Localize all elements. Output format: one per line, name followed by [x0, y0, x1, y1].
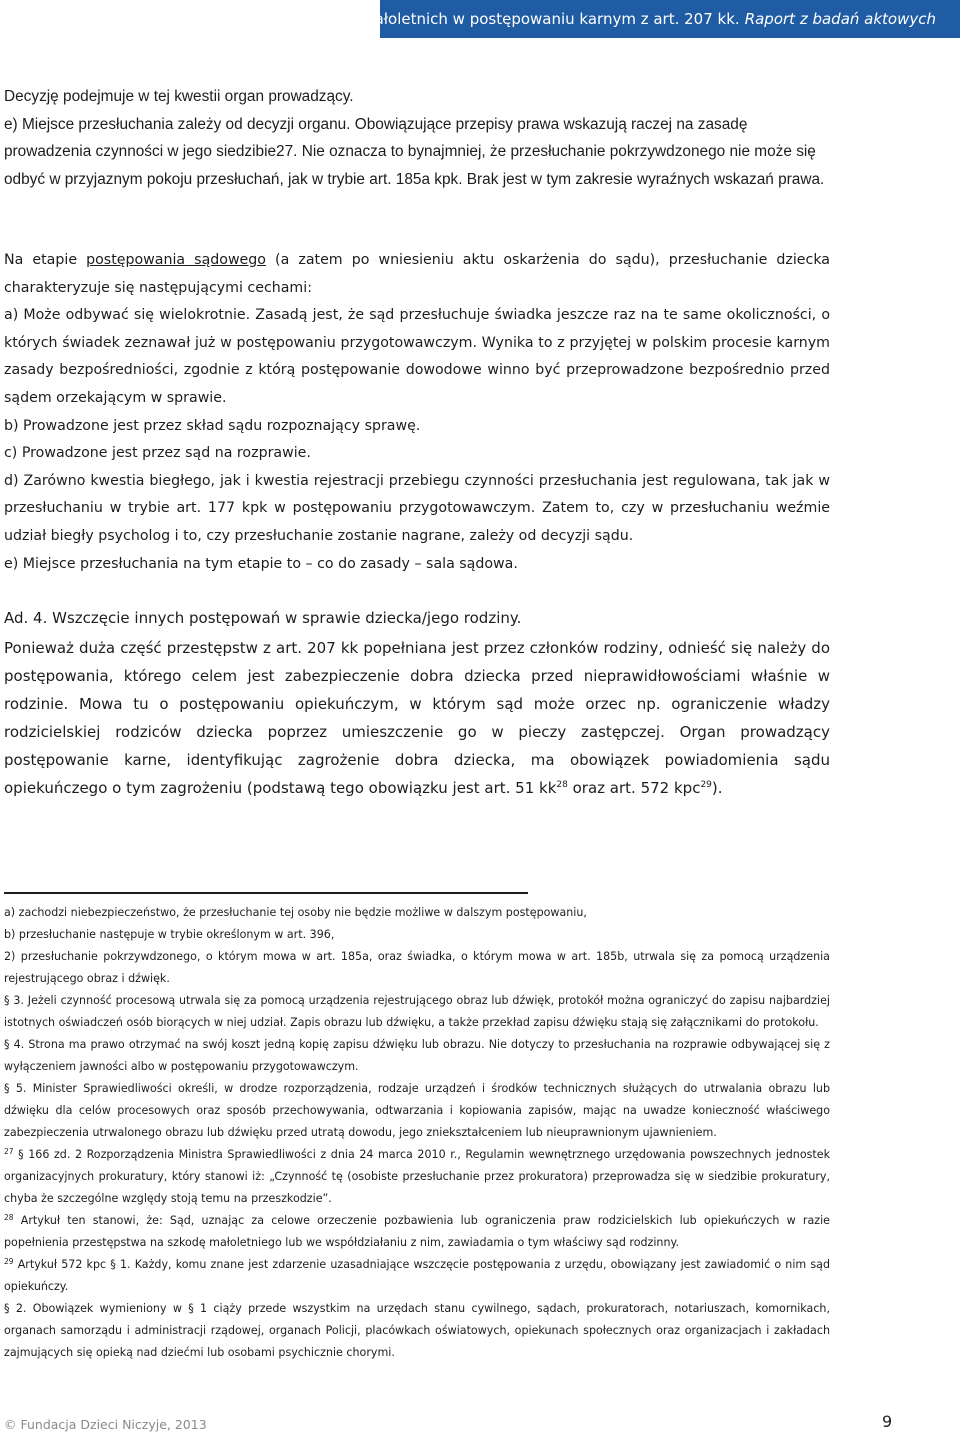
- footnote-text: Artykuł ten stanowi, że: Sąd, uznając za celowe orzeczenie pozbawienia lub ograniczenia praw rodzicielskich lub opiekuńczych w razie popełnienia przestępstwa na szkodę małoletniego lub we współdziałaniu z nim, zawiadamia o tym właściwy sąd rodzinny.: [4, 1214, 830, 1249]
- footnote-line: 2) przesłuchanie pokrzywdzonego, o którym mowa w art. 185a, oraz świadka, o którym mowa w art. 185b, utrwala się za pomocą urządzenia rejestrującego obraz i dźwięk.: [4, 950, 830, 985]
- text: Na etapie: [4, 252, 87, 268]
- paragraph: [4, 634, 830, 802]
- header-band: [309, 0, 960, 38]
- footnote-line: § 2. Obowiązek wymieniony w § 1 ciąży przede wszystkim na urzędach stanu cywilnego, sądach, prokuratorach, notariuszach, komornikach, organach samorządu i administracji rządowej, organach Policji, placówkach oświatowych, opiekunach społecznych oraz organizacjach i zakładach zajmujących się opieką nad dziećmi lub osobami psychicznie chorymi.: [4, 1302, 830, 1359]
- paragraph: e) Miejsce przesłuchania zależy od decyzji organu. Obowiązujące przepisy prawa wskazują raczej na zasadę prowadzenia czynności w jego siedzibie27. Nie oznacza to bynajmniej, że przesłuchanie pokrzywdzonego nie może się odbyć w przyjaznym pokoju przesłuchań, jak w trybie art. 185a kpk. Brak jest w tym zakresie wyraźnych wskazań prawa.: [4, 115, 825, 188]
- paragraph: b) Prowadzone jest przez skład sądu rozpoznający sprawę.: [4, 417, 421, 434]
- paragraph: Decyzję podejmuje w tej kwestii organ prowadzący.: [4, 88, 354, 105]
- paragraph-intro: [4, 247, 830, 302]
- footnote-27: [4, 1144, 830, 1210]
- footnote-divider: [4, 892, 528, 894]
- footnote-number: 27: [4, 1147, 14, 1156]
- footer-copyright: © Fundacja Dzieci Niczyje, 2013: [4, 1417, 207, 1432]
- footnote-line: § 4. Strona ma prawo otrzymać na swój koszt jedną kopię zapisu dźwięku lub obrazu. Nie dotyczy to przesłuchania na rozprawie odbywającej się z wyłączeniem jawności albo w postępowaniu przygotowawczym.: [4, 1038, 830, 1073]
- paragraph: a) Może odbywać się wielokrotnie. Zasadą jest, że sąd przesłuchuje świadka jeszcze raz na te same okoliczności, o których świadek zeznawał już w postępowaniu przygotowawczym. Wynika to z przyjętej w polskim procesie karnym zasady bezpośredniości, zgodnie z którą postępowanie dowodowe winno być przeprowadzone bezpośrednio przed sądem orzekającym w sprawie.: [4, 307, 830, 406]
- footnote-line: § 5. Minister Sprawiedliwości określi, w drodze rozporządzenia, rodzaje urządzeń i środków technicznych służących do utrwalania obrazu lub dźwięku dla celów procesowych oraz sposób przechowywania, odtwarzania i kopiowania zapisów, mając na uwadze konieczność właściwego zabezpieczenia utrwalonego obrazu lub dźwięku przed utratą dowodu, jego zniekształceniem lub nieuprawnionym ujawnieniem.: [4, 1082, 830, 1139]
- footnote-28: [4, 1210, 830, 1254]
- section-court-stage: [4, 247, 830, 578]
- underlined-term: postępowania sądowego: [86, 252, 266, 268]
- footnote-line: § 3. Jeżeli czynność procesową utrwala się za pomocą urządzenia rejestrującego obraz lub dźwięk, protokół można ograniczyć do zapisu najbardziej istotnych oświadczeń osób biorących w niej udział. Zapis obrazu lub dźwięku, a także przekład zapisu dźwięku stają się załącznikami do protokołu.: [4, 994, 830, 1029]
- page-number: 9: [882, 1412, 893, 1431]
- section-preparatory-stage: [4, 83, 830, 193]
- footnote-ref-28[interactable]: 28: [556, 780, 568, 790]
- footnotes: [4, 902, 830, 1364]
- header-title: Udział małoletnich w postępowaniu karnym z art. 207 kk.: [309, 10, 740, 28]
- text: oraz art. 572 kpc: [567, 779, 701, 797]
- footnote-number: 29: [4, 1257, 14, 1266]
- paragraph: d) Zarówno kwestia biegłego, jak i kwestia rejestracji przebiegu czynności przesłuchania jest regulowana, tak jak w przesłuchaniu w trybie art. 177 kpk w postępowaniu przygotowawczym. Zatem to, czy w przesłuchaniu weźmie udział biegły psycholog i to, czy przesłuchanie zostanie nagrane, zależy od decyzji sądu.: [4, 472, 830, 544]
- footnote-line: b) przesłuchanie następuje w trybie określonym w art. 396,: [4, 928, 335, 941]
- footnote-number: 28: [4, 1213, 14, 1222]
- section-heading: Ad. 4. Wszczęcie innych postępowań w sprawie dziecka/jego rodziny.: [4, 609, 522, 627]
- paragraph: e) Miejsce przesłuchania na tym etapie to – co do zasady – sala sądowa.: [4, 555, 518, 572]
- footnote-text: Artykuł 572 kpc § 1. Każdy, komu znane jest zdarzenie uzasadniające wszczęcie postępowania z urzędu, obowiązany jest zawiadomić o nim sąd opiekuńczy.: [4, 1258, 830, 1293]
- footnote-29: [4, 1254, 830, 1298]
- text: ).: [711, 779, 723, 797]
- text: (a zatem po wniesieniu aktu oskarżenia do sądu), przesłuchanie dziecka charakteryzuje się następującymi cechami:: [4, 252, 830, 296]
- footnote-text: § 166 zd. 2 Rozporządzenia Ministra Sprawiedliwości z dnia 24 marca 2010 r., Regulamin wewnętrznego urzędowania powszechnych jednostek organizacyjnych prokuratury, który stanowi iż: „Czynność tę (osobiste przesłuchanie przez prokuratora) przeprowadza się w siedzibie prokuratury, chyba że szczególne względy stoją temu na przeszkodzie”.: [4, 1148, 830, 1205]
- paragraph: c) Prowadzone jest przez sąd na rozprawie.: [4, 445, 311, 462]
- footnote-line: a) zachodzi niebezpieczeństwo, że przesłuchanie tej osoby nie będzie możliwe w dalszym postępowaniu,: [4, 906, 587, 919]
- footnote-ref-29[interactable]: 29: [700, 780, 712, 790]
- section-other-proceedings: [4, 604, 830, 802]
- header-subtitle: Raport z badań aktowych: [744, 10, 936, 28]
- text: Ponieważ duża część przestępstw z art. 207 kk popełniana jest przez członków rodziny, odnieść się należy do postępowania, którego celem jest zabezpieczenie dobra dziecka przed nieprawidłowościami właśnie w rodzinie. Mowa tu o postępowaniu opiekuńczym, w którym sąd może orzec np. ograniczenie władzy rodzicielskiej rodziców dziecka poprzez umieszczenie go w pieczy zastępczej. Organ prowadzący postępowanie karne, identyfikując zagrożenie dobra dziecka, ma obowiązek powiadomienia sądu opiekuńczego o tym zagrożeniu (podstawą tego obowiązku jest art. 51 kk: [4, 639, 830, 797]
